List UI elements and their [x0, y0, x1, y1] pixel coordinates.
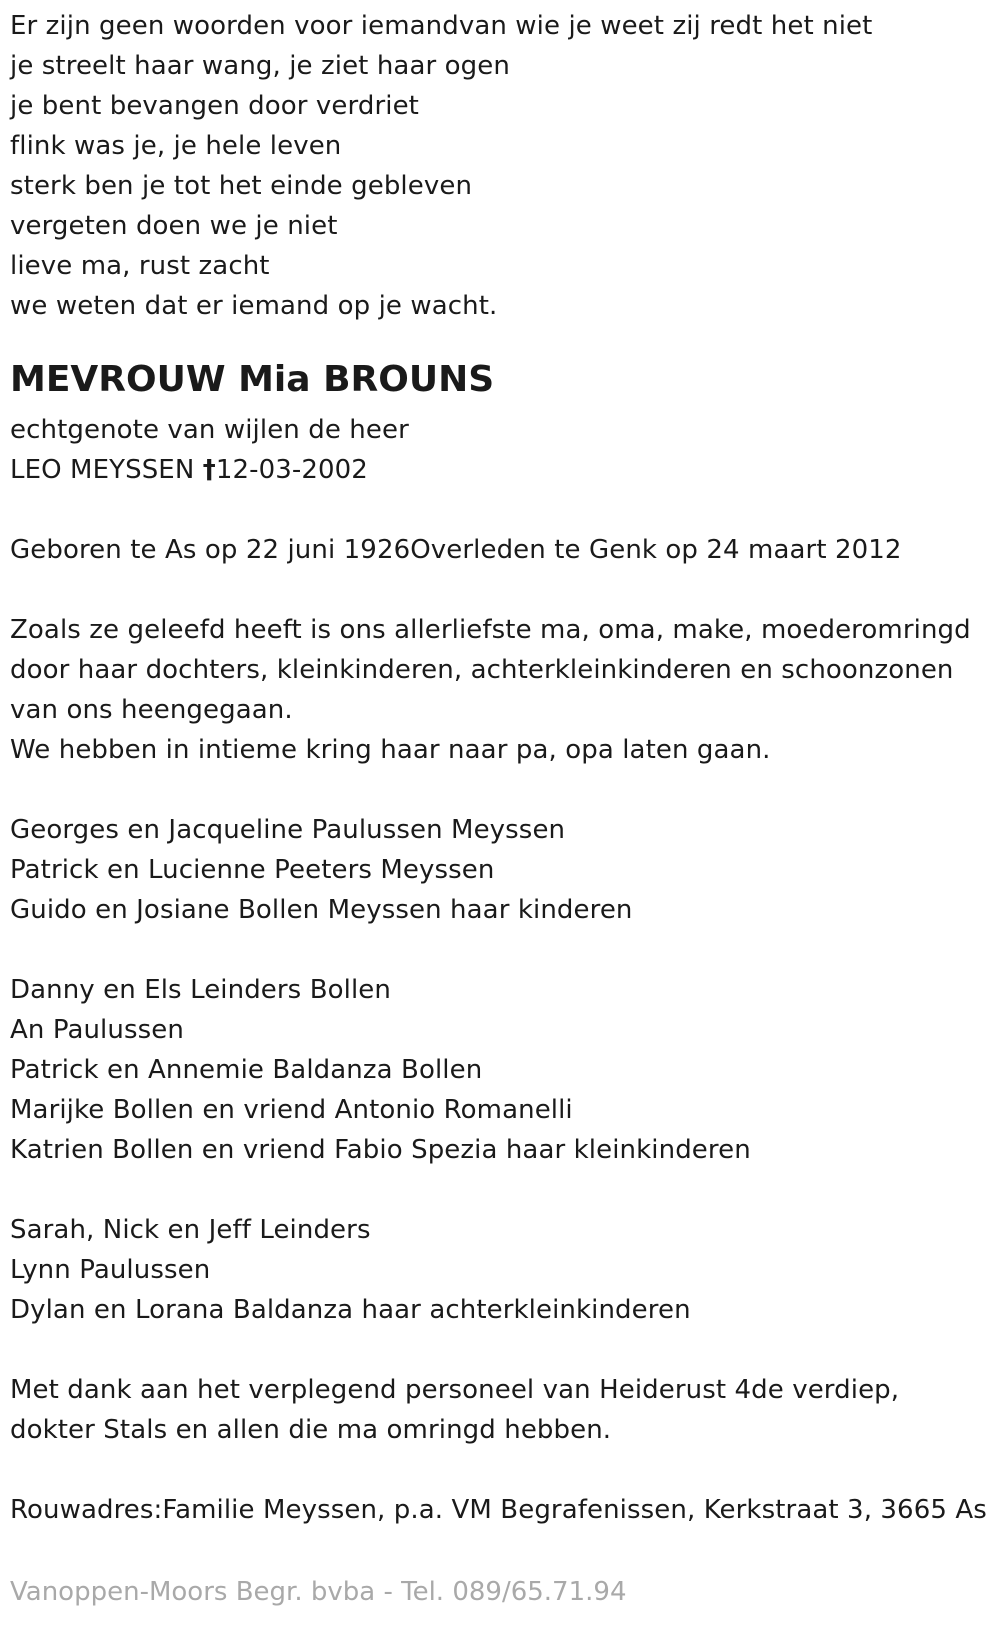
poem-line: je bent bevangen door verdriet: [10, 91, 419, 121]
poem-line: we weten dat er iemand op je wacht.: [10, 291, 498, 321]
poem-line: vergeten doen we je niet: [10, 211, 338, 241]
family-line: Lynn Paulussen: [10, 1255, 211, 1285]
family-line: An Paulussen: [10, 1015, 184, 1045]
spouse-name: LEO MEYSSEN: [10, 455, 203, 485]
announcement-block: [10, 610, 990, 770]
family-line: Katrien Bollen en vriend Fabio Spezia haar kleinkinderen: [10, 1135, 751, 1165]
family-line: Patrick en Lucienne Peeters Meyssen: [10, 855, 495, 885]
thanks-line: dokter Stals en allen die ma omringd hebben.: [10, 1415, 612, 1445]
thanks-block: [10, 1370, 990, 1450]
family-line: Georges en Jacqueline Paulussen Meyssen: [10, 815, 566, 845]
announcement-line: We hebben in intieme kring haar naar pa, opa laten gaan.: [10, 735, 771, 765]
poem-line: lieve ma, rust zacht: [10, 251, 270, 281]
spacer: [10, 490, 990, 530]
poem-line: flink was je, je hele leven: [10, 131, 342, 161]
deceased-name: MEVROUW Mia BROUNS: [10, 359, 495, 400]
spacer: [10, 1450, 990, 1490]
announcement-line: van ons heengegaan.: [10, 695, 293, 725]
family-line: Guido en Josiane Bollen Meyssen haar kinderen: [10, 895, 633, 925]
spacer: [10, 1170, 990, 1210]
poem-block: [10, 6, 990, 326]
family-line: Marijke Bollen en vriend Antonio Romanelli: [10, 1095, 573, 1125]
spacer: [10, 930, 990, 970]
family-line: Dylan en Lorana Baldanza haar achterkleinkinderen: [10, 1295, 691, 1325]
thanks-line: Met dank aan het verplegend personeel van Heiderust 4de verdiep,: [10, 1375, 900, 1405]
spouse-line: echtgenote van wijlen de heer: [10, 415, 409, 445]
poem-line: Er zijn geen woorden voor iemandvan wie je weet zij redt het niet: [10, 11, 873, 41]
great-grandchildren-block: [10, 1210, 990, 1330]
family-line: Sarah, Nick en Jeff Leinders: [10, 1215, 371, 1245]
mourning-address: Rouwadres:Familie Meyssen, p.a. VM Begrafenissen, Kerkstraat 3, 3665 As: [10, 1495, 987, 1525]
birth-death-line: Geboren te As op 22 juni 1926Overleden te Genk op 24 maart 2012: [10, 535, 902, 565]
family-line: Danny en Els Leinders Bollen: [10, 975, 391, 1005]
children-block: [10, 810, 990, 930]
spacer: [10, 770, 990, 810]
grandchildren-block: [10, 970, 990, 1170]
family-line: Patrick en Annemie Baldanza Bollen: [10, 1055, 483, 1085]
spouse-name-line: [10, 450, 990, 490]
spouse-date: 12-03-2002: [215, 455, 368, 485]
poem-line: je streelt haar wang, je ziet haar ogen: [10, 51, 510, 81]
spacer: [10, 570, 990, 610]
announcement-line: door haar dochters, kleinkinderen, achterkleinkinderen en schoonzonen: [10, 655, 954, 685]
funeral-home-footer: Vanoppen-Moors Begr. bvba - Tel. 089/65.71.94: [10, 1577, 627, 1607]
spacer: [10, 1330, 990, 1370]
announcement-line: Zoals ze geleefd heeft is ons allerliefste ma, oma, make, moederomringd: [10, 615, 971, 645]
poem-line: sterk ben je tot het einde gebleven: [10, 171, 473, 201]
cross-icon: †: [202, 455, 216, 485]
